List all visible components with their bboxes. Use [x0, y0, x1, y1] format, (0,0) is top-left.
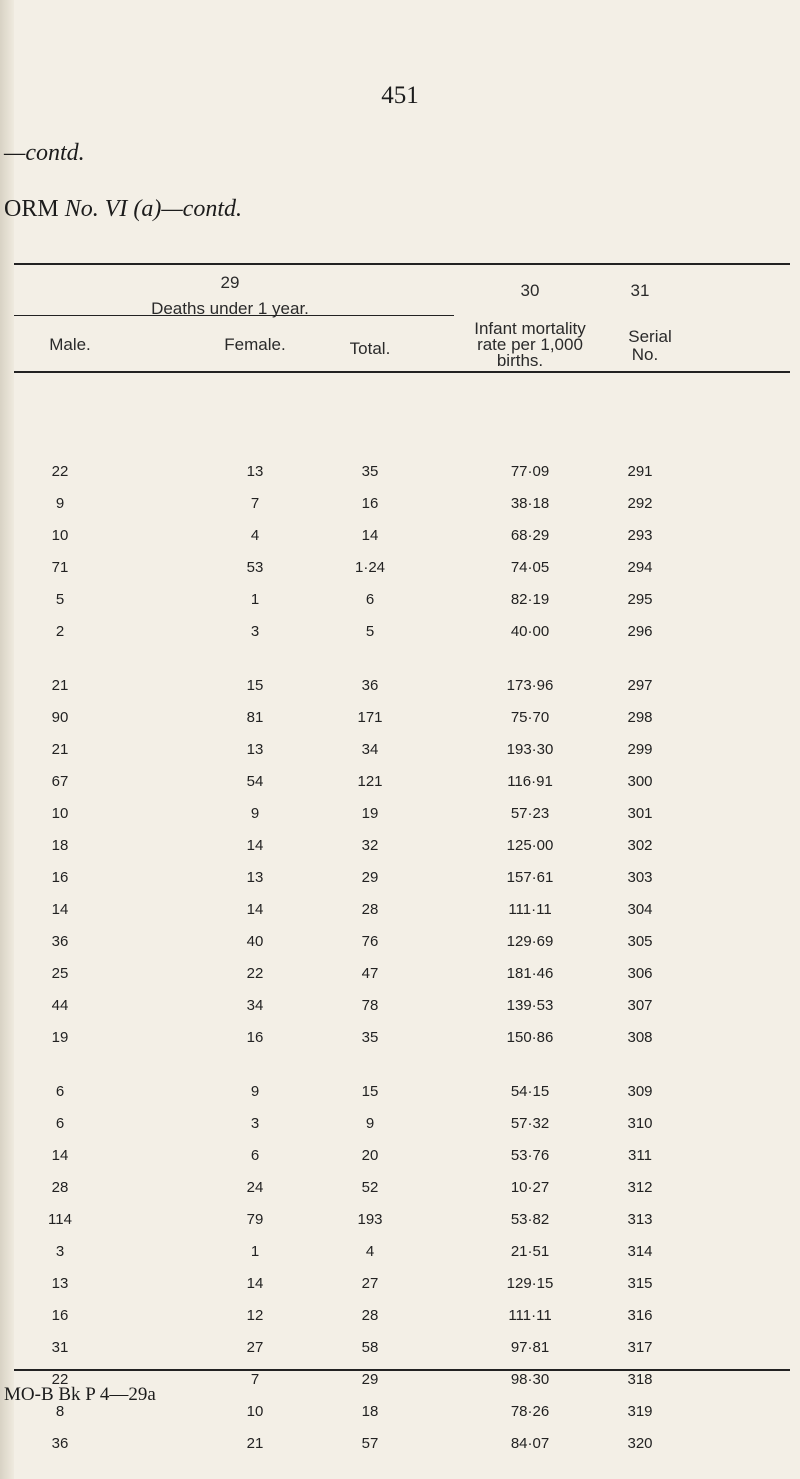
female-cell: 21 [246, 1435, 264, 1452]
total-cell: 78 [361, 997, 379, 1014]
serial-cell: 291 [627, 463, 653, 480]
serial-header-line2: No. [631, 345, 659, 364]
table-row [0, 965, 800, 995]
col31-number: 31 [630, 281, 650, 300]
total-cell: 29 [361, 1371, 379, 1388]
male-cell: 28 [51, 1179, 69, 1196]
rate-header-line1: Infant mortality [474, 319, 586, 338]
total-cell: 36 [361, 677, 379, 694]
serial-cell: 312 [627, 1179, 653, 1196]
serial-cell: 296 [627, 623, 653, 640]
female-cell: 24 [246, 1179, 264, 1196]
female-cell: 53 [246, 559, 264, 576]
total-cell: 28 [361, 901, 379, 918]
table-row [0, 773, 800, 803]
table-row [0, 1275, 800, 1305]
table-row [0, 837, 800, 867]
table-row [0, 463, 800, 493]
rate-cell: 75·70 [510, 709, 550, 726]
serial-cell: 310 [627, 1115, 653, 1132]
total-cell: 52 [361, 1179, 379, 1196]
rate-cell: 173·96 [506, 677, 554, 694]
total-cell: 47 [361, 965, 379, 982]
male-cell: 3 [55, 1243, 65, 1260]
rate-cell: 116·91 [507, 773, 553, 790]
form-title-rest: No. VI (a)—contd. [58, 196, 242, 222]
continued-label: —contd. [4, 140, 85, 166]
male-cell: 13 [51, 1275, 69, 1292]
total-cell: 58 [361, 1339, 379, 1356]
female-cell: 13 [246, 741, 264, 758]
col30-number: 30 [520, 281, 540, 300]
female-cell: 4 [250, 527, 260, 544]
female-cell: 14 [246, 901, 264, 918]
female-header: Female. [224, 335, 286, 354]
total-cell: 32 [361, 837, 379, 854]
serial-cell: 317 [627, 1339, 653, 1356]
female-cell: 10 [246, 1403, 264, 1420]
form-title [4, 196, 242, 223]
female-cell: 7 [250, 495, 260, 512]
male-cell: 14 [51, 1147, 69, 1164]
header-bottom-rule [14, 371, 790, 373]
female-cell: 16 [246, 1029, 264, 1046]
female-cell: 54 [246, 773, 264, 790]
serial-cell: 314 [627, 1243, 653, 1260]
female-cell: 81 [246, 709, 264, 726]
total-cell: 35 [361, 1029, 379, 1046]
total-cell: 27 [361, 1275, 379, 1292]
table-row [0, 901, 800, 931]
rate-cell: 111·11 [508, 901, 552, 918]
serial-header-line1: Serial [628, 327, 672, 346]
male-cell: 114 [48, 1211, 72, 1228]
female-cell: 7 [250, 1371, 260, 1388]
serial-cell: 299 [627, 741, 653, 758]
rate-cell: 97·81 [510, 1339, 550, 1356]
rate-cell: 53·82 [510, 1211, 550, 1228]
total-cell: 76 [361, 933, 379, 950]
rate-cell: 10·27 [510, 1179, 550, 1196]
male-cell: 9 [55, 495, 65, 512]
male-cell: 19 [51, 1029, 69, 1046]
total-cell: 5 [365, 623, 375, 640]
table-row [0, 1179, 800, 1209]
serial-cell: 309 [627, 1083, 653, 1100]
female-cell: 79 [246, 1211, 264, 1228]
total-cell: 19 [361, 805, 379, 822]
page-number: 451 [381, 82, 419, 109]
male-cell: 31 [51, 1339, 69, 1356]
rate-cell: 77·09 [510, 463, 550, 480]
rate-cell: 193·30 [506, 741, 554, 758]
female-cell: 9 [250, 805, 260, 822]
female-cell: 14 [246, 1275, 264, 1292]
col29-title: Deaths under 1 year. [151, 299, 309, 318]
male-cell: 25 [51, 965, 69, 982]
rate-header-line2: rate per 1,000 [477, 335, 583, 354]
printer-imprint-text: MO-B Bk P 4—29a [4, 1384, 156, 1405]
female-cell: 34 [246, 997, 264, 1014]
female-cell: 13 [246, 463, 264, 480]
female-cell: 40 [246, 933, 264, 950]
female-cell: 13 [246, 869, 264, 886]
serial-cell: 311 [628, 1147, 652, 1164]
female-cell: 1 [250, 1243, 260, 1260]
male-cell: 6 [55, 1083, 65, 1100]
rate-cell: 53·76 [510, 1147, 550, 1164]
table-row [0, 1435, 800, 1465]
serial-cell: 293 [627, 527, 653, 544]
table-row [0, 805, 800, 835]
total-cell: 34 [361, 741, 379, 758]
rate-cell: 78·26 [510, 1403, 550, 1420]
table-top-rule [14, 263, 790, 265]
total-cell: 15 [361, 1083, 379, 1100]
total-cell: 29 [361, 869, 379, 886]
table-row [0, 1307, 800, 1337]
female-cell: 27 [246, 1339, 264, 1356]
serial-cell: 308 [627, 1029, 653, 1046]
serial-cell: 313 [627, 1211, 653, 1228]
male-cell: 16 [51, 869, 69, 886]
female-cell: 6 [250, 1147, 260, 1164]
serial-cell: 315 [627, 1275, 653, 1292]
table-row [0, 677, 800, 707]
rate-cell: 57·23 [510, 805, 550, 822]
table-row [0, 869, 800, 899]
table-row [0, 623, 800, 653]
table-row [0, 1029, 800, 1059]
total-cell: 6 [365, 591, 375, 608]
rate-cell: 38·18 [510, 495, 550, 512]
male-cell: 10 [51, 527, 69, 544]
serial-cell: 316 [627, 1307, 653, 1324]
serial-cell: 300 [627, 773, 653, 790]
serial-cell: 305 [627, 933, 653, 950]
serial-cell: 306 [627, 965, 653, 982]
total-cell: 35 [361, 463, 379, 480]
table-row [0, 1243, 800, 1273]
serial-cell: 294 [627, 559, 653, 576]
serial-cell: 303 [627, 869, 653, 886]
serial-cell: 292 [627, 495, 653, 512]
serial-cell: 295 [627, 591, 653, 608]
male-cell: 36 [51, 933, 69, 950]
rate-cell: 129·69 [506, 933, 554, 950]
female-cell: 3 [250, 1115, 260, 1132]
male-cell: 10 [51, 805, 69, 822]
total-cell: 193 [357, 1211, 383, 1228]
serial-cell: 301 [627, 805, 653, 822]
total-cell: 1·24 [354, 559, 386, 576]
rate-cell: 125·00 [506, 837, 554, 854]
total-cell: 14 [361, 527, 379, 544]
male-cell: 90 [51, 709, 69, 726]
total-cell: 20 [361, 1147, 379, 1164]
table-row [0, 1083, 800, 1113]
table-row [0, 1147, 800, 1177]
serial-cell: 319 [627, 1403, 653, 1420]
table-row [0, 1115, 800, 1145]
serial-cell: 298 [627, 709, 653, 726]
table-row [0, 1339, 800, 1369]
table-row [0, 591, 800, 621]
serial-cell: 297 [627, 677, 653, 694]
table-row [0, 933, 800, 963]
rate-cell: 57·32 [510, 1115, 550, 1132]
male-cell: 6 [55, 1115, 65, 1132]
rate-cell: 157·61 [506, 869, 554, 886]
table-row [0, 1403, 800, 1433]
male-cell: 14 [51, 901, 69, 918]
serial-cell: 302 [627, 837, 653, 854]
female-cell: 15 [246, 677, 264, 694]
table-row [0, 997, 800, 1027]
female-cell: 9 [250, 1083, 260, 1100]
serial-cell: 318 [627, 1371, 653, 1388]
male-cell: 2 [55, 623, 65, 640]
rate-cell: 139·53 [506, 997, 554, 1014]
female-cell: 22 [246, 965, 264, 982]
table-row [0, 1211, 800, 1241]
rate-cell: 181·46 [506, 965, 554, 982]
male-cell: 36 [51, 1435, 69, 1452]
male-cell: 16 [51, 1307, 69, 1324]
serial-cell: 304 [627, 901, 653, 918]
male-cell: 5 [55, 591, 65, 608]
total-cell: 18 [361, 1403, 379, 1420]
male-cell: 67 [51, 773, 69, 790]
total-header: Total. [349, 339, 391, 358]
rate-cell: 40·00 [510, 623, 550, 640]
total-cell: 171 [357, 709, 383, 726]
male-cell: 21 [51, 741, 69, 758]
male-cell: 21 [51, 677, 69, 694]
table-row [0, 709, 800, 739]
total-cell: 16 [361, 495, 379, 512]
rate-cell: 98·30 [510, 1371, 550, 1388]
rate-cell: 82·19 [510, 591, 550, 608]
female-cell: 14 [246, 837, 264, 854]
rate-cell: 21·51 [510, 1243, 550, 1260]
male-cell: 71 [51, 559, 69, 576]
rate-cell: 68·29 [510, 527, 550, 544]
female-cell: 1 [250, 591, 260, 608]
male-cell: 18 [51, 837, 69, 854]
table-row [0, 741, 800, 771]
rate-cell: 84·07 [510, 1435, 550, 1452]
rate-cell: 150·86 [506, 1029, 554, 1046]
female-cell: 3 [250, 623, 260, 640]
male-header: Male. [49, 335, 91, 354]
serial-cell: 307 [627, 997, 653, 1014]
printer-imprint [4, 1384, 156, 1406]
male-cell: 44 [51, 997, 69, 1014]
serial-cell: 320 [627, 1435, 653, 1452]
table-row [0, 527, 800, 557]
col29-number: 29 [220, 273, 240, 292]
rate-cell: 54·15 [510, 1083, 550, 1100]
table-row [0, 559, 800, 589]
total-cell: 28 [361, 1307, 379, 1324]
male-cell: 8 [55, 1403, 65, 1420]
rate-cell: 111·11 [508, 1307, 552, 1324]
table-row [0, 495, 800, 525]
rate-cell: 74·05 [510, 559, 550, 576]
total-cell: 121 [357, 773, 383, 790]
male-cell: 22 [51, 1371, 69, 1388]
total-cell: 57 [361, 1435, 379, 1452]
female-cell: 12 [246, 1307, 264, 1324]
total-cell: 9 [365, 1115, 375, 1132]
form-title-prefix: ORM [4, 196, 59, 222]
total-cell: 4 [365, 1243, 375, 1260]
rate-cell: 129·15 [506, 1275, 554, 1292]
male-cell: 22 [51, 463, 69, 480]
rate-header-line3: births. [496, 351, 544, 370]
